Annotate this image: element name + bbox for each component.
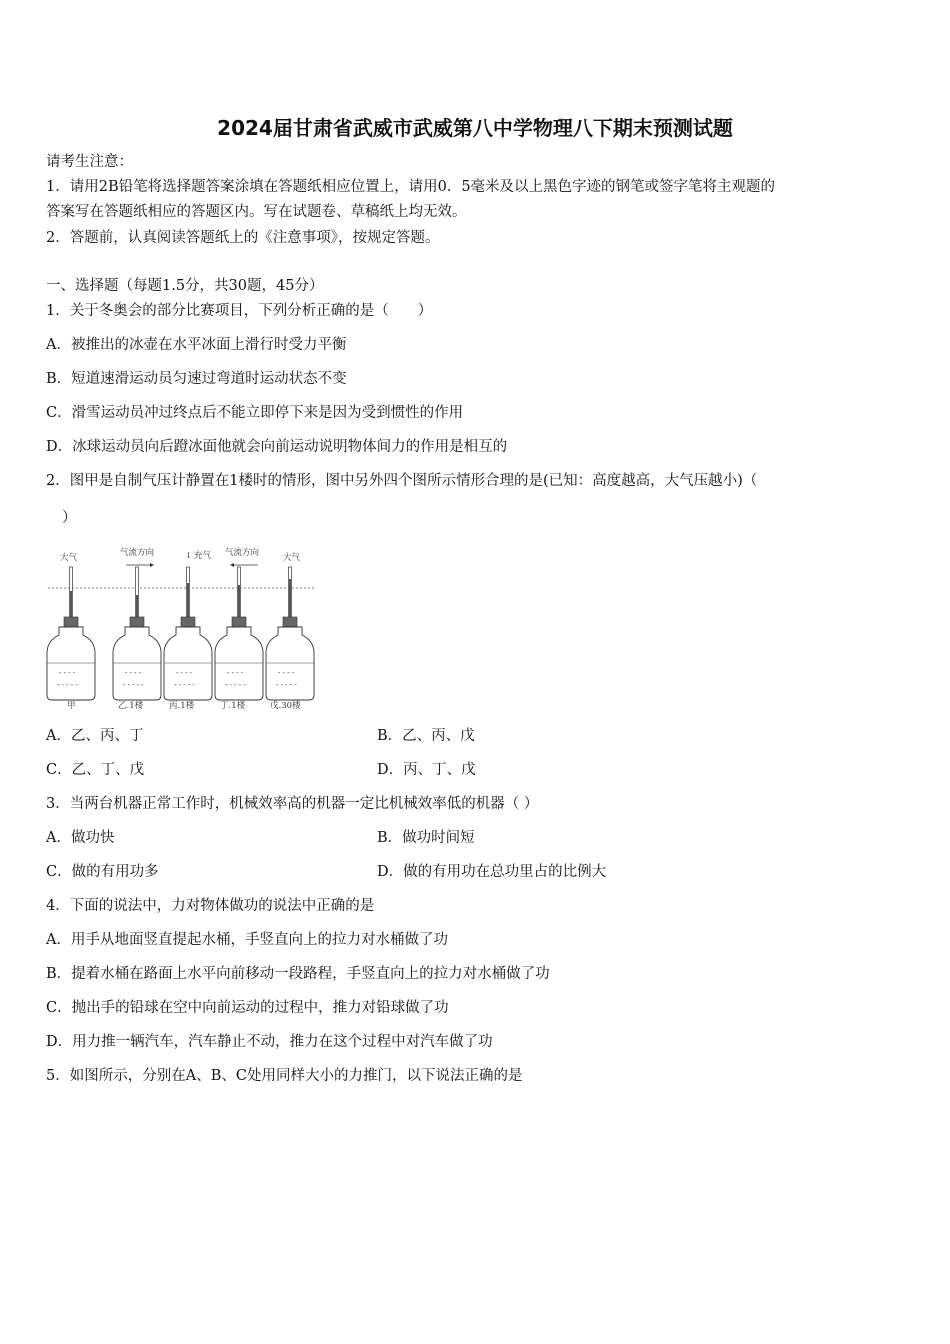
- top-label-3: 充气: [194, 551, 212, 561]
- notice-heading: 请考生注意：: [46, 154, 133, 170]
- page-title: 2024届甘肃省武威市武威第八中学物理八下期末预测试题: [217, 116, 733, 140]
- bottle-wu: [266, 567, 314, 700]
- svg-text:- - - - -: - - - - -: [225, 681, 246, 689]
- top-label-1: 大气: [60, 553, 78, 563]
- q2-option-b: B．乙、丙、戊: [377, 728, 475, 744]
- top-label-4: 气流方向: [225, 548, 260, 558]
- svg-text:- - - - -: - - - - -: [123, 681, 144, 689]
- q1-option-b: B．短道速滑运动员匀速过弯道时运动状态不变: [46, 371, 347, 387]
- svg-text:- - - - -: - - - - -: [174, 681, 195, 689]
- svg-text:- - - - -: - - - - -: [57, 681, 78, 689]
- q4-option-b: B．提着水桶在路面上水平向前移动一段路程，手竖直向上的拉力对水桶做了功: [46, 966, 550, 982]
- q2-option-c: C．乙、丁、戊: [46, 762, 145, 778]
- svg-text:- - - -: - - - -: [227, 669, 244, 677]
- q4-option-d: D．用力推一辆汽车，汽车静止不动，推力在这个过程中对汽车做了功: [46, 1034, 493, 1050]
- top-label-5: 大气: [283, 553, 301, 563]
- svg-text:- - - -: - - - -: [176, 669, 193, 677]
- bottom-label-4: 丁.1楼: [220, 701, 246, 710]
- q3-option-b: B．做功时间短: [377, 830, 475, 846]
- q3-option-c: C．做的有用功多: [46, 864, 159, 880]
- flow-arrow-right-head: [150, 563, 154, 567]
- top-label-2: 气流方向: [120, 548, 155, 558]
- svg-text:- - - -: - - - -: [278, 669, 295, 677]
- q4-stem: 4．下面的说法中，力对物体做功的说法中正确的是: [46, 898, 375, 914]
- bottle-ding: [215, 567, 263, 700]
- q2-option-a: A．乙、丙、丁: [46, 728, 144, 744]
- section-heading: 一、选择题（每题1.5分，共30题，45分）: [46, 278, 324, 294]
- q1-stem: 1．关于冬奥会的部分比赛项目，下列分析正确的是（ ）: [46, 303, 433, 319]
- bottom-label-1: 甲: [67, 701, 76, 710]
- bottom-label-3: 丙.1楼: [169, 701, 195, 710]
- q2-stem: 2．图甲是自制气压计静置在1楼时的情形，图中另外四个图所示情形合理的是(已知：高度越高，大气压越小)（: [46, 473, 758, 489]
- q3-option-d: D．做的有用功在总功里占的比例大: [377, 864, 607, 880]
- q3-stem: 3．当两台机器正常工作时，机械效率高的机器一定比机械效率低的机器（ ）: [46, 796, 539, 812]
- flow-arrow-left-head: [230, 563, 234, 567]
- q1-option-d: D．冰球运动员向后蹬冰面他就会向前运动说明物体间力的作用是相互的: [46, 439, 508, 455]
- notice-item-1-cont: 答案写在答题纸相应的答题区内。写在试题卷、草稿纸上均无效。: [46, 204, 467, 220]
- bottom-label-2: 乙.1楼: [118, 701, 144, 710]
- barometer-figure: [40, 545, 320, 710]
- bottle-yi: [113, 567, 161, 700]
- bottle-jia: [47, 567, 95, 700]
- q2-stem-cont: ）: [62, 510, 77, 526]
- q4-option-a: A．用手从地面竖直提起水桶，手竖直向上的拉力对水桶做了功: [46, 932, 448, 948]
- q1-option-c: C．滑雪运动员冲过终点后不能立即停下来是因为受到惯性的作用: [46, 405, 464, 421]
- notice-item-1: 1．请用2B铅笔将选择题答案涂填在答题纸相应位置上，请用0．5毫米及以上黑色字迹的钢笔或签字笔将主观题的: [46, 179, 776, 195]
- q4-option-c: C．抛出手的铅球在空中向前运动的过程中，推力对铅球做了功: [46, 1000, 449, 1016]
- q2-option-d: D．丙、丁、戊: [377, 762, 476, 778]
- svg-text:- - - - -: - - - - -: [276, 681, 297, 689]
- svg-text:- - - -: - - - -: [125, 669, 142, 677]
- bottle-bing: [164, 567, 212, 700]
- q5-stem: 5．如图所示，分别在A、B、C处用同样大小的力推门，以下说法正确的是: [46, 1068, 523, 1084]
- svg-text:- - - -: - - - -: [59, 669, 76, 677]
- notice-item-2: 2．答题前，认真阅读答题纸上的《注意事项》，按规定答题。: [46, 230, 440, 246]
- arrow-down-glyph: ↓: [185, 551, 193, 561]
- q3-option-a: A．做功快: [46, 830, 115, 846]
- q1-option-a: A．被推出的冰壶在水平冰面上滑行时受力平衡: [46, 337, 347, 353]
- bottom-label-5: 戊.30楼: [270, 701, 301, 710]
